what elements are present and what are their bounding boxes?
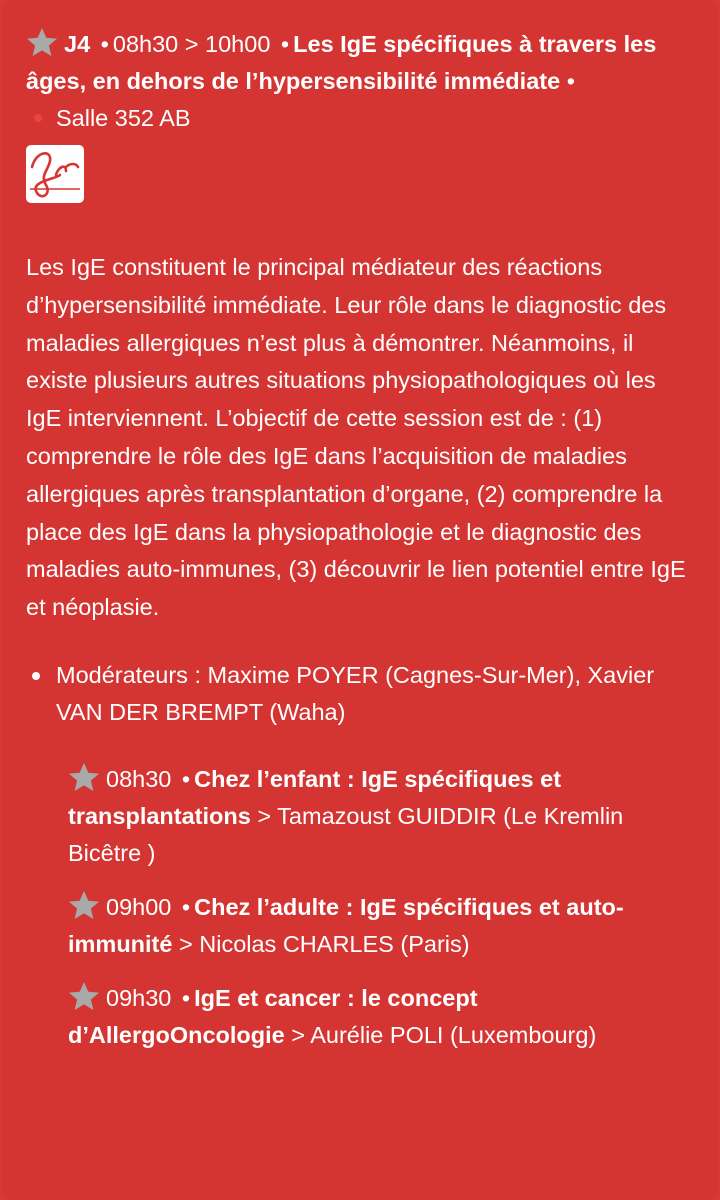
moderators [26, 657, 688, 731]
session-card [2, 0, 718, 1200]
session-title: Les IgE spécifiques à travers les âges, en dehors de l’hypersensibilité immédiate [26, 31, 657, 94]
talk-speaker: > Aurélie POLI (Luxembourg) [291, 1021, 597, 1048]
location-dot-icon [34, 114, 42, 122]
sfa-logo-icon[interactable] [26, 145, 84, 203]
separator: • [181, 984, 191, 1011]
session-room [34, 105, 191, 131]
talk-title: Chez l’enfant : IgE spécifiques et transplantations [68, 765, 562, 829]
talk-speaker: > Tamazoust GUIDDIR (Le Kremlin Bicêtre ) [68, 802, 624, 866]
session-header [26, 26, 688, 137]
session-time: 08h30 > 10h00 [112, 31, 271, 57]
talk-item[interactable] [26, 980, 688, 1054]
star-icon[interactable] [26, 27, 58, 57]
separator: • [566, 68, 575, 94]
talk-time: 09h30 [106, 984, 172, 1011]
session-description: Les IgE constituent le principal médiateur des réactions d’hypersensibilité immédiate. Leur rôle dans le diagnostic des maladies allergiques n’est plus à démontrer. Néanmoins, il existe plusieurs autres situations physiopathologiques où les IgE interviennent. L’objectif de cette session est de : (1) comprendre le rôle des IgE dans l’acquisition de maladies allergiques après transplantation d’organe, (2) comprendre la place des IgE dans la physiopathologie et le diagnostic des maladies auto-immunes, (3) découvrir le lien potentiel entre IgE et néoplasie. [26, 254, 686, 621]
moderators-names: Maxime POYER (Cagnes-Sur-Mer), Xavier VAN DER BREMPT (Waha) [56, 661, 655, 725]
talk-time: 09h00 [106, 893, 172, 920]
star-icon[interactable] [68, 981, 100, 1011]
room-name: Salle 352 AB [56, 105, 191, 131]
separator: • [181, 893, 191, 920]
separator: • [100, 31, 109, 57]
talk-title: Chez l’adulte : IgE spécifiques et auto-immunité [68, 893, 624, 957]
star-icon[interactable] [68, 762, 100, 792]
separator: • [280, 31, 290, 57]
talk-title: IgE et cancer : le concept d’AllergoOncologie [68, 984, 478, 1048]
bullet-icon [32, 672, 40, 680]
star-icon[interactable] [68, 890, 100, 920]
talk-item[interactable] [26, 889, 688, 963]
separator: • [181, 765, 191, 792]
talk-time: 08h30 [106, 765, 172, 792]
moderators-label: Modérateurs : [56, 661, 201, 688]
talk-item[interactable] [26, 761, 688, 872]
talk-speaker: > Nicolas CHARLES (Paris) [179, 930, 470, 957]
session-day: J4 [64, 31, 91, 57]
